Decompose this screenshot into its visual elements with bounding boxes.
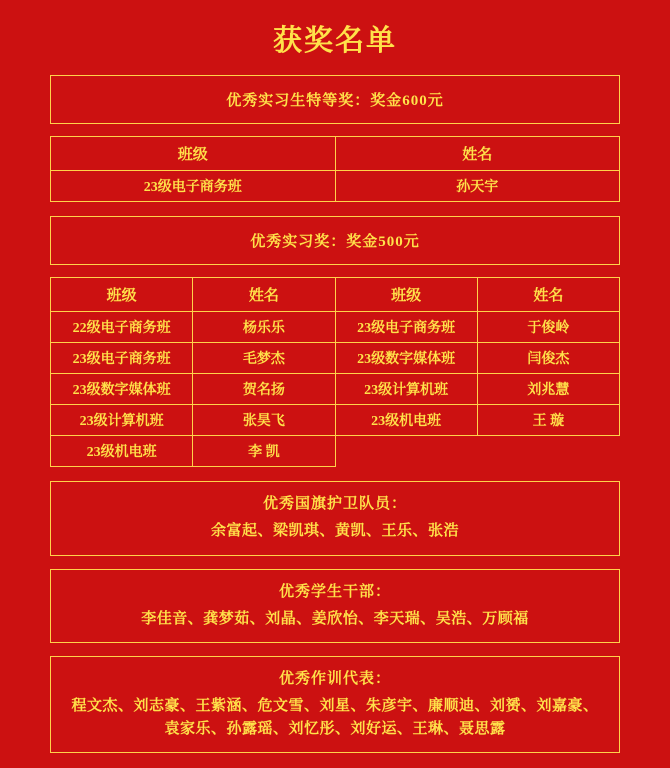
table-row — [51, 171, 620, 202]
training-rep-names: 程文杰、刘志豪、王紫涵、危文雪、刘星、朱彦宇、廉顺迪、刘赟、刘嘉豪、袁家乐、孙露瑶、刘忆彤、刘好运、王琳、聂思露 — [71, 698, 599, 737]
cell-name: 刘兆慧 — [477, 374, 619, 405]
cell-class: 22级电子商务班 — [51, 312, 193, 343]
cell-class: 23级电子商务班 — [335, 312, 477, 343]
table-header-row — [51, 278, 620, 312]
cell-empty — [335, 436, 477, 467]
training-rep-title: 优秀作训代表： — [278, 671, 391, 687]
content-area — [0, 75, 670, 753]
cell-name: 李 凯 — [193, 436, 335, 467]
student-cadre-block — [50, 569, 620, 644]
cell-name: 贺名扬 — [193, 374, 335, 405]
cell-class: 23级机电班 — [335, 405, 477, 436]
column-header-class-2: 班级 — [335, 278, 477, 312]
table-row — [51, 312, 620, 343]
column-header-name-1: 姓名 — [193, 278, 335, 312]
flag-guard-block — [50, 481, 620, 556]
flag-guard-title: 优秀国旗护卫队员： — [262, 496, 407, 512]
cell-name: 孙天宇 — [335, 171, 620, 202]
table-row — [51, 374, 620, 405]
table-row — [51, 436, 620, 467]
cell-name: 杨乐乐 — [193, 312, 335, 343]
cell-class: 23级电子商务班 — [51, 343, 193, 374]
student-cadre-names: 李佳音、龚梦茹、刘晶、姜欣怡、李天瑞、吴浩、万顾福 — [141, 610, 529, 627]
table-header-row — [51, 137, 620, 171]
page-title: 获奖名单 — [272, 25, 397, 57]
cell-name: 于俊岭 — [477, 312, 619, 343]
cell-name: 毛梦杰 — [193, 343, 335, 374]
excellent-award-banner: 优秀实习奖：奖金500元 — [50, 216, 620, 265]
special-award-table — [50, 136, 620, 202]
cell-class: 23级数字媒体班 — [51, 374, 193, 405]
cell-name: 王 璇 — [477, 405, 619, 436]
excellent-award-table — [50, 277, 620, 467]
cell-name: 闫俊杰 — [477, 343, 619, 374]
training-rep-block — [50, 656, 620, 753]
column-header-name-2: 姓名 — [477, 278, 619, 312]
table-row — [51, 405, 620, 436]
table-row — [51, 343, 620, 374]
cell-class: 23级数字媒体班 — [335, 343, 477, 374]
column-header-class: 班级 — [51, 137, 336, 171]
student-cadre-title: 优秀学生干部： — [278, 583, 391, 600]
column-header-class-1: 班级 — [51, 278, 193, 312]
flag-guard-names: 余富起、梁凯琪、黄凯、王乐、张浩 — [210, 523, 459, 539]
column-header-name: 姓名 — [335, 137, 620, 171]
cell-class: 23级电子商务班 — [51, 171, 336, 202]
cell-empty — [477, 436, 619, 467]
special-award-banner: 优秀实习生特等奖：奖金600元 — [50, 75, 620, 124]
cell-class: 23级机电班 — [51, 436, 193, 467]
cell-class: 23级计算机班 — [335, 374, 477, 405]
cell-name: 张昊飞 — [193, 405, 335, 436]
cell-class: 23级计算机班 — [51, 405, 193, 436]
